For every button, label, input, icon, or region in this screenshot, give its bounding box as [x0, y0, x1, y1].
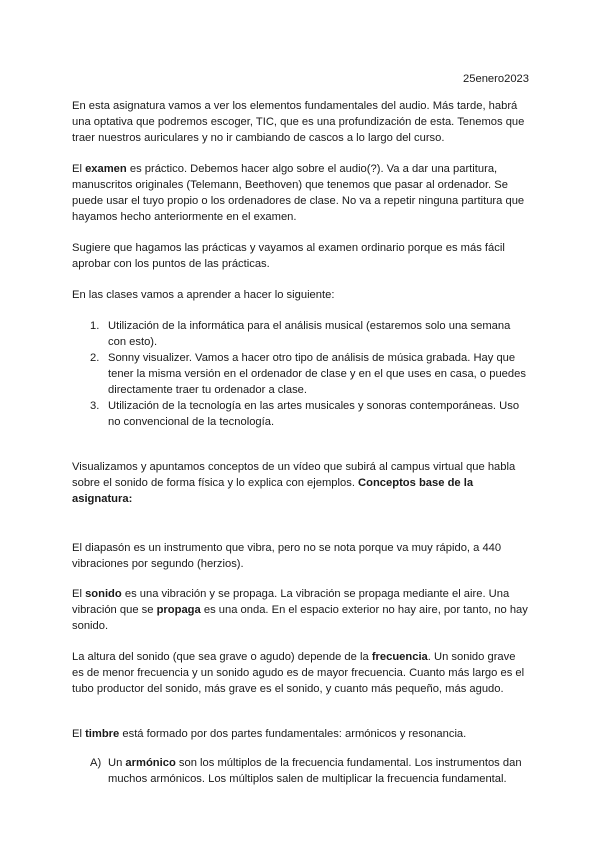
- lettered-list: [72, 755, 528, 787]
- bold-term-timbre: timbre: [85, 728, 120, 740]
- list-item: 1. Utilización de la informática para el análisis musical (estaremos solo una semana con esto).: [90, 320, 511, 348]
- document-body: [72, 98, 528, 787]
- list-item: 2. Sonny visualizer. Vamos a hacer otro tipo de análisis de música grabada. Hay que tener la misma versión en el ordenador de clase y en el que uses en casa, o puedes directamente traer tu ordenador a clase.: [90, 352, 526, 396]
- numbered-list: [72, 318, 528, 430]
- list-item: 3. Utilización de la tecnología en las artes musicales y sonoras contemporáneas. Uso no convencional de la tecnología.: [90, 400, 520, 428]
- paragraph-list-intro: En las clases vamos a aprender a hacer lo siguiente:: [72, 289, 335, 301]
- paragraph-diapason: El diapasón es un instrumento que vibra, pero no se nota porque va muy rápido, a 440 vibraciones por segundo (herzios).: [72, 542, 502, 570]
- paragraph-sonido: El sonido es una vibración y se propaga. La vibración se propaga mediante el aire. Una vibración que se propaga es una onda. En el espacio exterior no hay aire, por tanto, no hay sonido.: [72, 588, 528, 632]
- bold-term-frecuencia: frecuencia: [371, 651, 428, 663]
- date-header: 25enero2023: [463, 73, 529, 85]
- bold-term-sonido: sonido: [85, 588, 122, 600]
- paragraph-exam: El examen es práctico. Debemos hacer algo sobre el audio(?). Va a dar una partitura, manuscritos originales (Telemann, Beethoven) que tenemos que pasar al ordenador. Se puede usar el tuyo propio o los ordenadores de clase. No va a repetir ninguna partitura que hayamos hecho anteriormente en el examen.: [72, 163, 525, 223]
- bold-term-armonico: armónico: [125, 757, 176, 769]
- bold-term-examen: examen: [85, 163, 127, 175]
- paragraph-video: Visualizamos y apuntamos conceptos de un vídeo que subirá al campus virtual que habla sobre el sonido de forma física y lo explica con ejemplos. Conceptos base de la asignatura:: [72, 461, 516, 505]
- paragraph-suggestion: Sugiere que hagamos las prácticas y vayamos al examen ordinario porque es más fácil aprobar con los puntos de las prácticas.: [72, 242, 505, 270]
- list-item: A) Un armónico son los múltiplos de la frecuencia fundamental. Los instrumentos dan muchos armónicos. Los múltiplos salen de multiplicar la frecuencia fundamental.: [90, 757, 522, 785]
- bold-heading-conceptos: Conceptos base de la asignatura:: [72, 477, 474, 505]
- paragraph-intro: En esta asignatura vamos a ver los elementos fundamentales del audio. Más tarde, habrá una optativa que podremos escoger, TIC, que es una profundización de esta. Tenemos que traer nuestros auriculares y no ir cambiando de cascos a lo largo del curso.: [72, 100, 525, 144]
- bold-term-propaga: propaga: [156, 604, 201, 616]
- paragraph-frecuencia: La altura del sonido (que sea grave o agudo) depende de la frecuencia. Un sonido grave es de menor frecuencia y un sonido agudo es de mayor frecuencia. Cuanto más largo es el tubo productor del sonido, más grave es el sonido, y cuanto más pequeño, más agudo.: [72, 651, 525, 695]
- paragraph-timbre: El timbre está formado por dos partes fundamentales: armónicos y resonancia.: [72, 728, 467, 740]
